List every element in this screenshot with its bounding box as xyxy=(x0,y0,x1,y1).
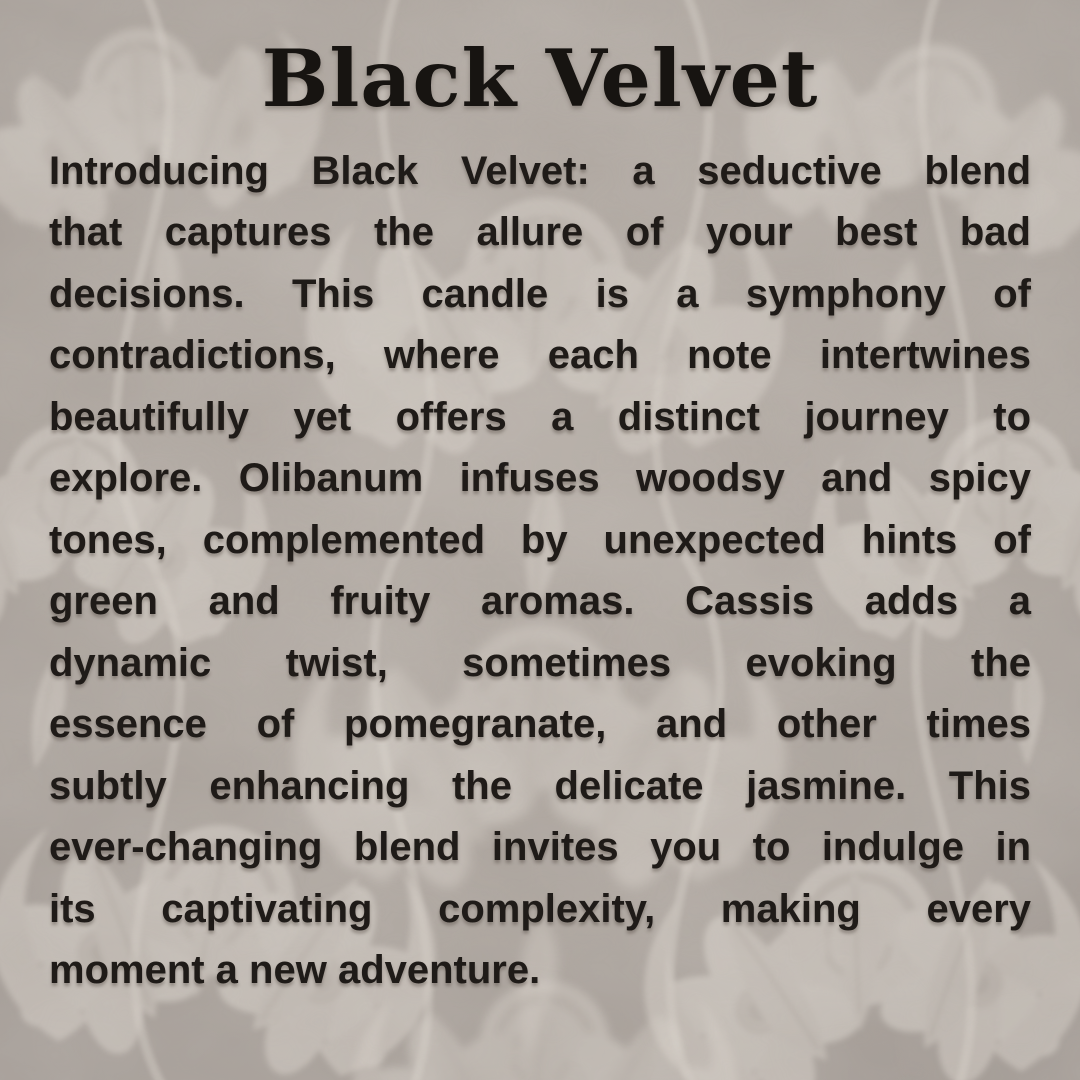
paragraph-line: ever-changing blend invites you to indulge in xyxy=(49,825,1031,870)
paragraph-line: green and fruity aromas. Cassis adds a xyxy=(49,579,1031,624)
description-paragraph xyxy=(49,141,1031,1002)
paragraph-line: dynamic twist, sometimes evoking the xyxy=(49,640,1031,685)
paragraph-line: that captures the allure of your best bad xyxy=(49,210,1031,255)
paragraph-line: its captivating complexity, making every xyxy=(49,886,1031,931)
paragraph-line: subtly enhancing the delicate jasmine. This xyxy=(49,763,1031,808)
paragraph-line: essence of pomegranate, and other times xyxy=(49,702,1031,747)
paragraph-line: Introducing Black Velvet: a seductive blend xyxy=(49,148,1031,193)
page-title: Black Velvet xyxy=(261,32,819,125)
paragraph-line: moment a new adventure. xyxy=(49,948,541,993)
paragraph-line: decisions. This candle is a symphony of xyxy=(49,271,1031,316)
paragraph-line: explore. Olibanum infuses woodsy and spicy xyxy=(49,456,1031,501)
paragraph-line: contradictions, where each note intertwines xyxy=(49,333,1031,378)
paragraph-line: beautifully yet offers a distinct journey to xyxy=(49,394,1031,439)
paragraph-line: tones, complemented by unexpected hints of xyxy=(49,517,1031,562)
